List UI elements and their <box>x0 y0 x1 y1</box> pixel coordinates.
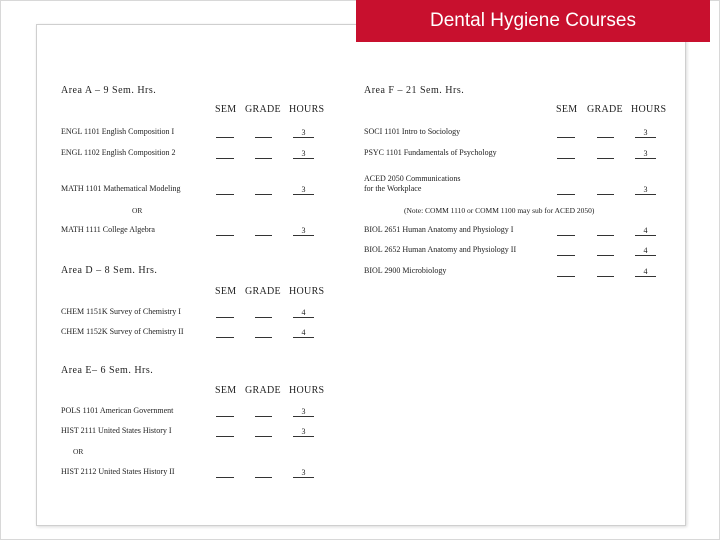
course-soci-1101: SOCI 1101 Intro to Sociology <box>364 127 461 136</box>
course-biol-2651: BIOL 2651 Human Anatomy and Physiology I <box>364 225 514 234</box>
area-e-grade-header: GRADE <box>245 385 281 396</box>
sem-blank[interactable] <box>216 186 234 195</box>
course-math-1111: MATH 1111 College Algebra <box>61 225 155 234</box>
grade-blank[interactable] <box>255 469 272 478</box>
hours-value: 3 <box>293 185 314 195</box>
grade-blank[interactable] <box>597 186 614 195</box>
hours-value: 3 <box>635 185 656 195</box>
hours-value: 4 <box>293 308 314 318</box>
area-d-sem-header: SEM <box>215 286 237 297</box>
grade-blank[interactable] <box>255 329 272 338</box>
course-psyc-1101: PSYC 1101 Fundamentals of Psychology <box>364 148 497 157</box>
course-hist-2112: HIST 2112 United States History II <box>61 467 175 476</box>
sem-blank[interactable] <box>557 150 575 159</box>
course-chem-1151k: CHEM 1151K Survey of Chemistry I <box>61 307 181 316</box>
area-e-hours-header: HOURS <box>289 385 325 396</box>
course-engl-1101: ENGL 1101 English Composition I <box>61 127 175 136</box>
course-hist-2111: HIST 2111 United States History I <box>61 426 172 435</box>
grade-blank[interactable] <box>255 129 272 138</box>
course-aced-2050-line2: for the Workplace <box>364 184 422 193</box>
sem-blank[interactable] <box>216 408 234 417</box>
area-d-hours-header: HOURS <box>289 286 325 297</box>
area-e-heading: Area E– 6 Sem. Hrs. <box>61 365 154 376</box>
course-aced-2050-line1: ACED 2050 Communications <box>364 174 461 183</box>
area-e-sem-header: SEM <box>215 385 237 396</box>
sem-blank[interactable] <box>216 227 234 236</box>
sem-blank[interactable] <box>216 428 234 437</box>
grade-blank[interactable] <box>597 268 614 277</box>
grade-blank[interactable] <box>597 227 614 236</box>
course-chem-1152k: CHEM 1152K Survey of Chemistry II <box>61 327 184 336</box>
grade-blank[interactable] <box>255 186 272 195</box>
grade-blank[interactable] <box>597 247 614 256</box>
grade-blank[interactable] <box>255 408 272 417</box>
grade-blank[interactable] <box>255 150 272 159</box>
area-a-heading: Area A – 9 Sem. Hrs. <box>61 85 157 96</box>
hours-value: 4 <box>635 246 656 256</box>
or-label: OR <box>73 447 84 456</box>
hours-value: 3 <box>635 149 656 159</box>
sem-blank[interactable] <box>557 227 575 236</box>
sem-blank[interactable] <box>557 247 575 256</box>
sem-blank[interactable] <box>557 129 575 138</box>
course-math-1101: MATH 1101 Mathematical Modeling <box>61 184 181 193</box>
grade-blank[interactable] <box>255 227 272 236</box>
hours-value: 3 <box>293 468 314 478</box>
sem-blank[interactable] <box>216 309 234 318</box>
area-a-grade-header: GRADE <box>245 104 281 115</box>
hours-value: 3 <box>635 128 656 138</box>
page-title: Dental Hygiene Courses <box>356 0 710 42</box>
hours-value: 3 <box>293 128 314 138</box>
hours-value: 3 <box>293 226 314 236</box>
area-f-heading: Area F – 21 Sem. Hrs. <box>364 85 465 96</box>
hours-value: 4 <box>635 267 656 277</box>
hours-value: 3 <box>293 149 314 159</box>
sem-blank[interactable] <box>216 469 234 478</box>
grade-blank[interactable] <box>597 129 614 138</box>
hours-value: 4 <box>293 328 314 338</box>
sem-blank[interactable] <box>557 268 575 277</box>
hours-value: 3 <box>293 427 314 437</box>
sem-blank[interactable] <box>216 150 234 159</box>
hours-value: 3 <box>293 407 314 417</box>
course-biol-2652: BIOL 2652 Human Anatomy and Physiology II <box>364 245 517 254</box>
course-biol-2900: BIOL 2900 Microbiology <box>364 266 447 275</box>
course-engl-1102: ENGL 1102 English Composition 2 <box>61 148 176 157</box>
grade-blank[interactable] <box>255 309 272 318</box>
substitution-note: (Note: COMM 1110 or COMM 1100 may sub for ACED 2050) <box>404 206 595 215</box>
area-d-heading: Area D – 8 Sem. Hrs. <box>61 265 158 276</box>
sem-blank[interactable] <box>216 329 234 338</box>
or-label: OR <box>132 206 143 215</box>
sem-blank[interactable] <box>216 129 234 138</box>
area-f-grade-header: GRADE <box>587 104 623 115</box>
course-pols-1101: POLS 1101 American Government <box>61 406 174 415</box>
area-d-grade-header: GRADE <box>245 286 281 297</box>
hours-value: 4 <box>635 226 656 236</box>
area-f-sem-header: SEM <box>556 104 578 115</box>
area-a-sem-header: SEM <box>215 104 237 115</box>
grade-blank[interactable] <box>255 428 272 437</box>
area-a-hours-header: HOURS <box>289 104 325 115</box>
grade-blank[interactable] <box>597 150 614 159</box>
area-f-hours-header: HOURS <box>631 104 667 115</box>
sem-blank[interactable] <box>557 186 575 195</box>
